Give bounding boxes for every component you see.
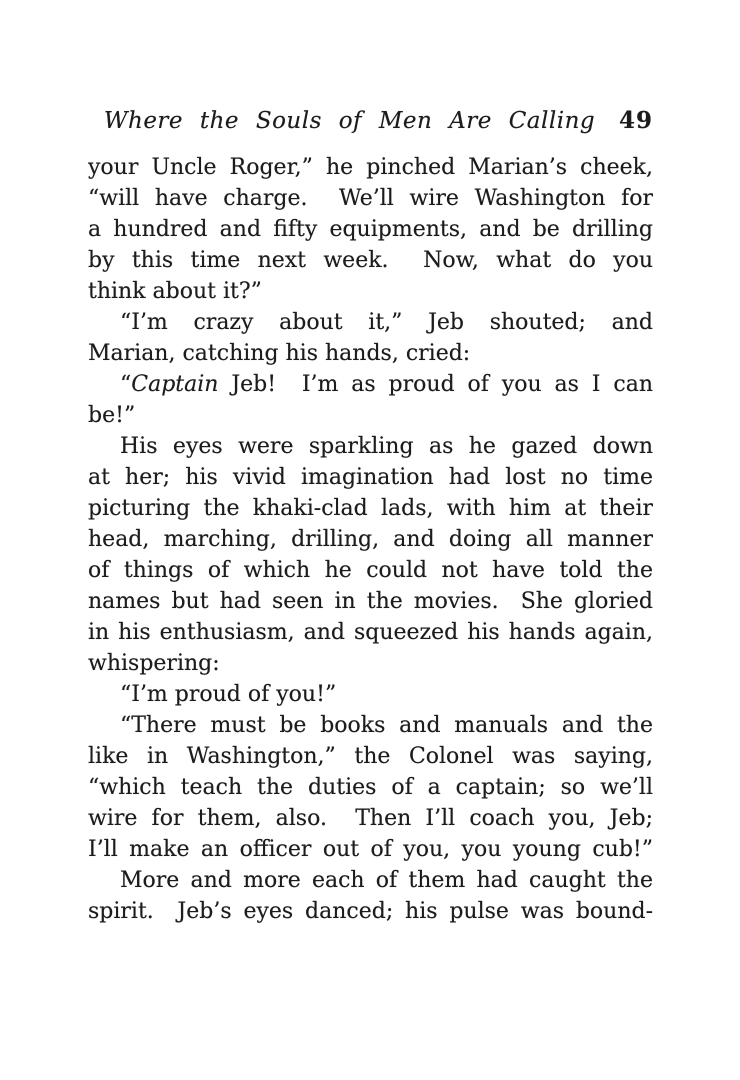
text-line: “I’m crazy about it,” Jeb shouted; and bbox=[120, 310, 653, 335]
text-line bbox=[88, 369, 653, 400]
plain-text: “ bbox=[120, 372, 132, 397]
text-line: spirit. Jeb’s eyes danced; his pulse was bound- bbox=[88, 899, 653, 924]
text-line: be!” bbox=[88, 403, 136, 428]
text-line: by this time next week. Now, what do you bbox=[88, 248, 653, 273]
text-line: “which teach the duties of a captain; so we’ll bbox=[88, 775, 653, 800]
text-line: at her; his vivid imagination had lost no time bbox=[88, 465, 653, 490]
text-line: of things of which he could not have told the bbox=[88, 558, 653, 583]
text-line: think about it?” bbox=[88, 279, 262, 304]
plain-text: Jeb! I’m as proud of you as I can bbox=[218, 372, 653, 397]
running-header-title: Where the Souls of Men Are Calling bbox=[103, 108, 596, 134]
text-line: “I’m proud of you!” bbox=[120, 682, 337, 707]
text-line: “will have charge. We’ll wire Washington for bbox=[88, 186, 653, 211]
running-header bbox=[88, 106, 653, 136]
text-line: “There must be books and manuals and the bbox=[120, 713, 653, 738]
text-line: in his enthusiasm, and squeezed his hands again, bbox=[88, 620, 653, 645]
text-line: More and more each of them had caught the bbox=[120, 868, 653, 893]
text-line: your Uncle Roger,” he pinched Marian’s cheek, bbox=[88, 155, 653, 180]
text-line: His eyes were sparkling as he gazed down bbox=[120, 434, 653, 459]
italic-text: Captain bbox=[131, 372, 219, 397]
text-line: I’ll make an officer out of you, you young cub!” bbox=[88, 837, 653, 862]
text-line: head, marching, drilling, and doing all manner bbox=[88, 527, 653, 552]
text-line: like in Washington,” the Colonel was saying, bbox=[88, 744, 653, 769]
text-line: a hundred and fifty equipments, and be drilling bbox=[88, 217, 653, 242]
text-line: picturing the khaki-clad lads, with him at their bbox=[88, 496, 653, 521]
page-body bbox=[88, 152, 653, 927]
text-line: wire for them, also. Then I’ll coach you, Jeb; bbox=[88, 806, 653, 831]
text-line: names but had seen in the movies. She gloried bbox=[88, 589, 653, 614]
text-line: whispering: bbox=[88, 651, 220, 676]
text-line: Marian, catching his hands, cried: bbox=[88, 341, 471, 366]
page-number: 49 bbox=[618, 107, 653, 134]
text-column bbox=[88, 106, 653, 927]
